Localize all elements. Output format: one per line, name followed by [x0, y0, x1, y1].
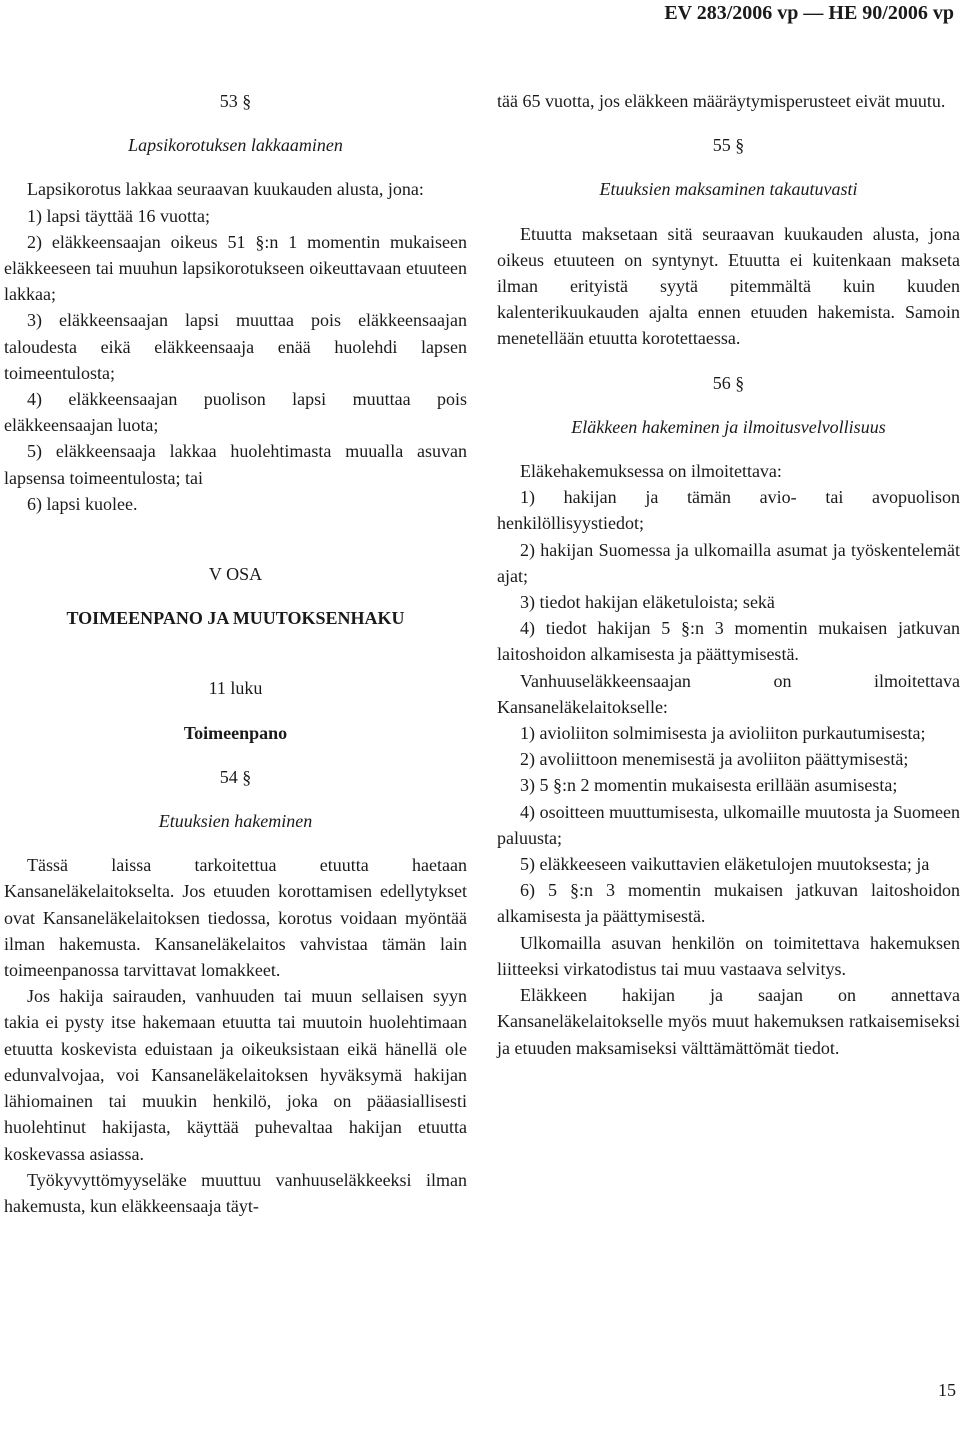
section-56-intro: Eläkehakemuksessa on ilmoitettava: [520, 461, 782, 482]
chapter-heading: 11 luku [208, 678, 263, 699]
section-53-title: Lapsikorotuksen lakkaaminen [128, 135, 343, 156]
section-56-item: 4) tiedot hakijan 5 §:n 3 momentin mukaisen jatkuvan laitoshoidon alkamisesta ja päättymisestä. [497, 618, 960, 665]
section-56-item: 4) osoitteen muuttumisesta, ulkomaille muutosta ja Suomeen paluusta; [497, 801, 960, 848]
part-heading: V OSA [208, 564, 263, 585]
section-55-title: Etuuksien maksaminen takautuvasti [599, 179, 858, 200]
section-56-item: 5) eläkkeeseen vaikuttavien eläketulojen muutoksesta; ja [520, 854, 930, 875]
page-number: 15 [938, 1380, 956, 1400]
section-56-paragraph: Eläkkeen hakijan ja saajan on annettava Kansaneläkelaitokselle myös muut hakemuksen ratkaisemiseksi ja etuuden maksamiseksi välttämättömät tiedot. [497, 985, 960, 1058]
section-53-item: 6) lapsi kuolee. [27, 493, 138, 514]
section-56-item: 3) tiedot hakijan eläketuloista; sekä [520, 592, 775, 613]
section-56-item: 3) 5 §:n 2 momentin mukaisesta erillään asumisesta; [520, 775, 898, 796]
section-54-number: 54 § [219, 766, 252, 787]
section-56-item: 2) avoliittoon menemisestä ja avoliiton päättymisestä; [520, 749, 909, 770]
section-56-item: 1) hakijan ja tämän avio- tai avopuolison henkilöllisyystiedot; [497, 487, 960, 534]
left-column [4, 88, 467, 1219]
section-56-item: 1) avioliiton solmimisesta ja avioliiton purkautumisesta; [520, 723, 926, 744]
section-56-title: Eläkkeen hakeminen ja ilmoitusvelvollisuus [571, 416, 886, 437]
section-55-number: 55 § [712, 135, 745, 156]
section-53-item: 4) eläkkeensaajan puolison lapsi muuttaa pois eläkkeensaajan luota; [4, 389, 467, 436]
part-title: TOIMEENPANO JA MUUTOKSENHAKU [66, 608, 405, 629]
section-56-intro: Vanhuuseläkkeensaajan on ilmoitettava Kansaneläkelaitokselle: [497, 670, 960, 717]
section-53-intro: Lapsikorotus lakkaa seuraavan kuukauden alusta, jona: [27, 179, 424, 200]
section-56-number: 56 § [712, 372, 745, 393]
section-54-paragraph: Jos hakija sairauden, vanhuuden tai muun sellaisen syyn takia ei pysty itse hakemaan etuutta tai muutoin huolehtimaan etuutta koskevista eduistaan ja oikeuksistaan eikä hänellä ole edunvalvojaa, voi Kansaneläkelaitoksen hyväksymä hakijan lähiomainen tai muukin henkilö, joka on pääasiallisesti huolehtinut hakijasta, käyttää puhevaltaa hakijan etuutta koskevassa asiassa. [4, 986, 467, 1164]
section-54-paragraph: Työkyvyttömyyseläke muuttuu vanhuuseläkkeeksi ilman hakemusta, kun eläkkeensaaja täyt- [4, 1169, 467, 1216]
right-column [497, 88, 960, 1061]
section-54-paragraph: Tässä laissa tarkoitettua etuutta haetaan Kansaneläkelaitokselta. Jos etuuden korottamisen edellytykset ovat Kansaneläkelaitoksen tiedossa, korotus voidaan myöntää ilman hakemusta. Kansaneläkelaitos vahvistaa tämän lain toimeenpanossa tarvittavat lomakkeet. [4, 855, 467, 981]
section-53-item: 1) lapsi täyttää 16 vuotta; [27, 205, 210, 226]
section-54-title: Etuuksien hakeminen [158, 811, 313, 832]
continued-paragraph: tää 65 vuotta, jos eläkkeen määräytymisperusteet eivät muutu. [497, 91, 946, 111]
chapter-title: Toimeenpano [183, 722, 288, 743]
section-56-item: 2) hakijan Suomessa ja ulkomailla asumat ja työskentelemät ajat; [497, 539, 960, 586]
section-55-paragraph: Etuutta maksetaan sitä seuraavan kuukauden alusta, jona oikeus etuuteen on syntynyt. Etuutta ei kuitenkaan makseta ilman erityistä syytä pitemmältä kuin kuuden kalenterikuukauden ajalta ennen etuuden hakemista. Samoin menetellään etuutta korotettaessa. [497, 223, 960, 349]
page-header: EV 283/2006 vp — HE 90/2006 vp [664, 2, 954, 24]
section-53-item: 5) eläkkeensaaja lakkaa huolehtimasta muualla asuvan lapsensa toimeentulosta; tai [4, 441, 467, 488]
section-56-paragraph: Ulkomailla asuvan henkilön on toimitettava hakemuksen liitteeksi virkatodistus tai muu vastaava selvitys. [497, 932, 960, 979]
section-56-item: 6) 5 §:n 3 momentin mukaisen jatkuvan laitoshoidon alkamisesta ja päättymisestä. [497, 880, 960, 927]
section-53-item: 3) eläkkeensaajan lapsi muuttaa pois eläkkeensaajan taloudesta eikä eläkkeensaaja enää huolehdi lapsen toimeentulosta; [4, 310, 467, 383]
section-53-number: 53 § [219, 91, 252, 111]
section-53-item: 2) eläkkeensaajan oikeus 51 §:n 1 momentin mukaiseen eläkkeeseen tai muuhun lapsikorotukseen oikeuttavaan etuuteen lakkaa; [4, 231, 467, 305]
